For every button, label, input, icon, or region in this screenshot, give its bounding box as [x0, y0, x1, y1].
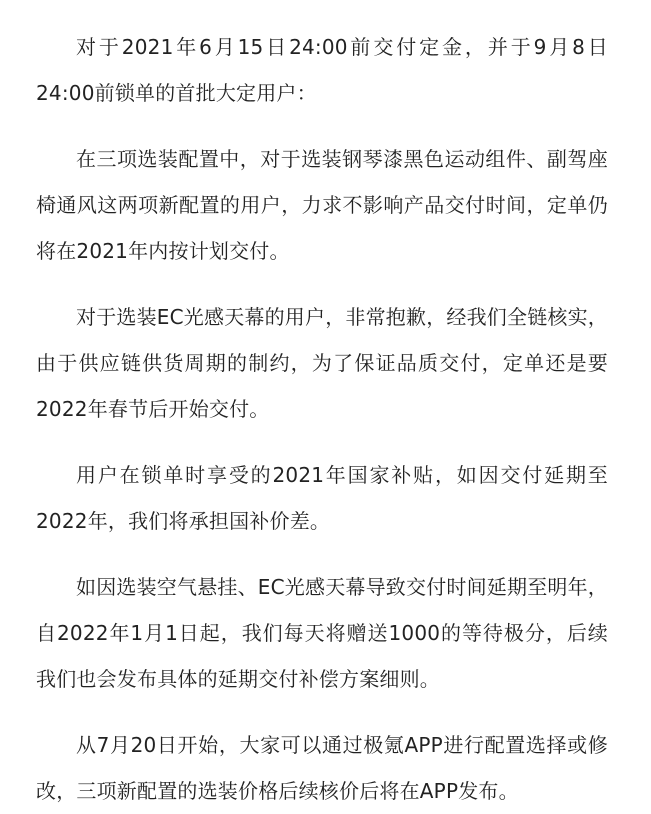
paragraph-app-configuration: 从7月20日开始，大家可以通过极氪APP进行配置选择或修改，三项新配置的选装价格后续核价后将在APP发布。 [36, 733, 608, 803]
paragraph-new-options-delivery: 在三项选装配置中，对于选装钢琴漆黑色运动组件、副驾座椅通风这两项新配置的用户，力求不影响产品交付时间，定单仍将在2021年内按计划交付。 [36, 147, 608, 263]
paragraph-deposit-users: 对于2021年6月15日24:00前交付定金，并于9月8日24:00前锁单的首批大定用户： [36, 35, 608, 105]
article-body [36, 24, 608, 814]
paragraph-compensation: 如因选装空气悬挂、EC光感天幕导致交付时间延期至明年，自2022年1月1日起，我们每天将赠送1000的等待极分，后续我们也会发布具体的延期交付补偿方案细则。 [36, 575, 609, 691]
paragraph-subsidy: 用户在锁单时享受的2021年国家补贴，如因交付延期至2022年，我们将承担国补价差。 [36, 463, 608, 533]
paragraph-ec-sunroof-delay: 对于选装EC光感天幕的用户，非常抱歉，经我们全链核实，由于供应链供货周期的制约，为了保证品质交付，定单还是要2022年春节后开始交付。 [36, 305, 609, 421]
